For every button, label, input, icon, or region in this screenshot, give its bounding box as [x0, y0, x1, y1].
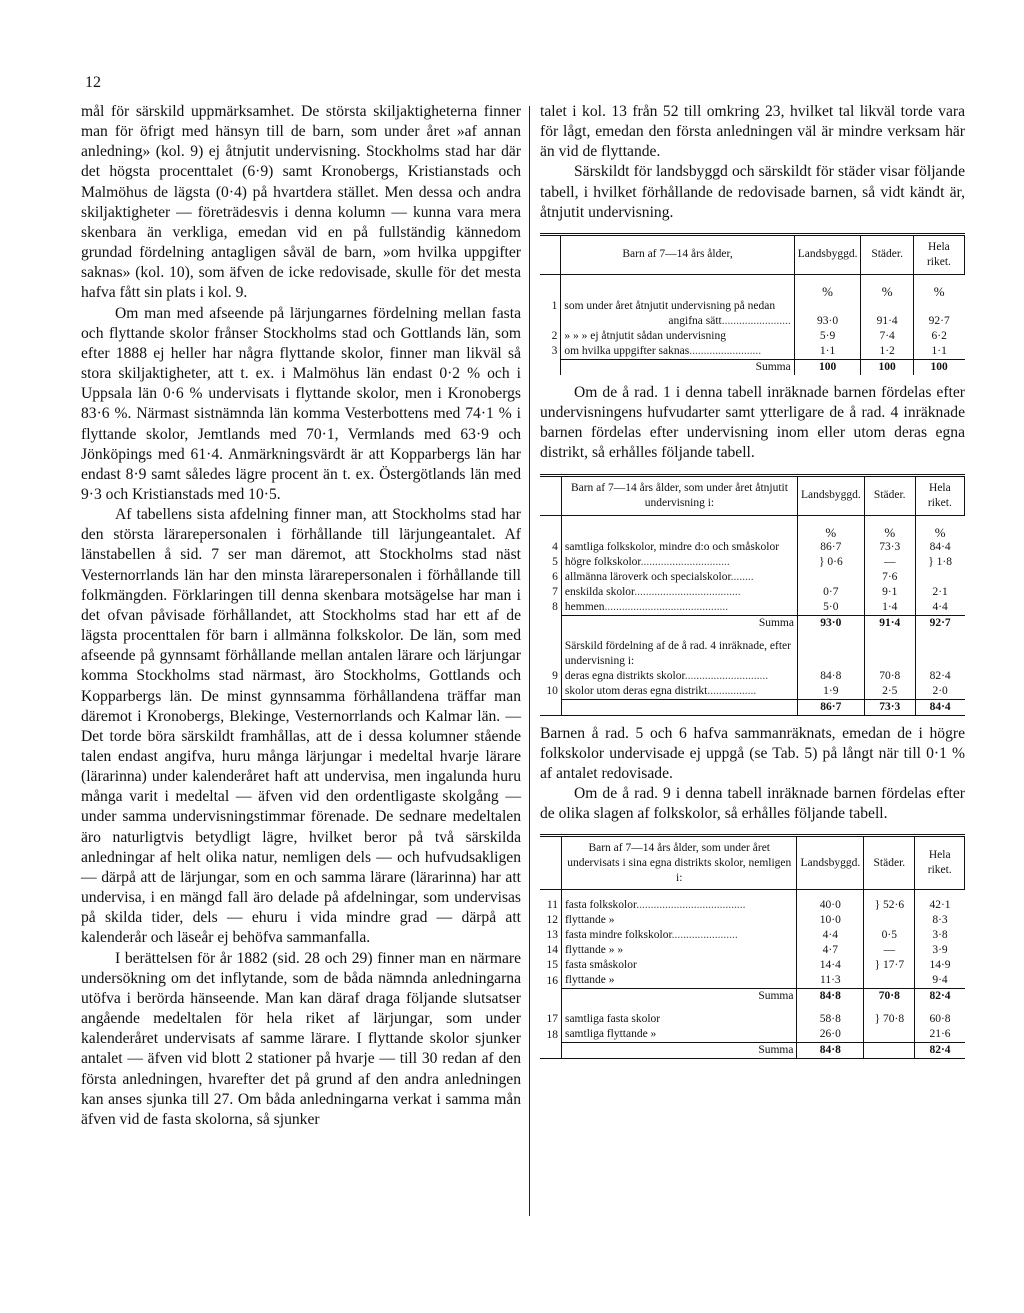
row-number: 6 [540, 570, 561, 585]
row-number: 13 [540, 928, 561, 943]
percent-sign: % [861, 274, 913, 299]
sum-value: 82·4 [915, 989, 965, 1005]
table-header-label: Barn af 7—14 års ålder, som under året undervisats i sina egna distrikts skolor, nemligen i: [561, 836, 797, 890]
cell-value: 4·4 [797, 928, 864, 943]
row-label: om hvilka uppgifter saknas [564, 344, 690, 357]
table-row [540, 1012, 965, 1027]
cell-value: 2·0 [932, 684, 948, 697]
cell-value: 60·8 [929, 1013, 951, 1026]
row-label: fasta folkskolor [564, 899, 637, 912]
paragraph: talet i kol. 13 från 52 till omkring 23, hvilket tal likväl torde vara för lågt, emedan den första anledningen väl är mindre verksam här än vid de flyttande. [540, 103, 965, 161]
table-row: 3 om hvilka uppgifter saknas......................... 1·1 1·2 1·1 [540, 344, 965, 360]
cell-value: 84·8 [797, 669, 864, 684]
paragraph: Särskildt för landsbyggd och särskildt för städer visar följande tabell, i hvilket förhållande de redovisade barnen, så vidt kändt är, åtnjutit undervisning. [540, 163, 965, 221]
sum-value [864, 1043, 915, 1059]
table-row: 5 högre folkskolor............................... } 0·6 — } 1·8 [540, 555, 965, 570]
cell-value: 5·9 [794, 329, 861, 344]
row-number: 15 [540, 958, 561, 973]
cell-value: 14·4 [797, 958, 864, 973]
row-number: 16 [540, 973, 561, 989]
table-row: 8 hemmen........................................... 5·0 1·4 4·4 [540, 600, 965, 616]
row-number: 1 [540, 299, 561, 314]
right-column [540, 102, 965, 1067]
sum-value: 92·7 [915, 615, 964, 631]
cell-value: 1·4 [864, 600, 915, 616]
paragraph: Om de å rad. 1 i denna tabell inräknade barnen fördelas efter undervisningens hufvudarter samt ytterligare de å rad. 4 inräknade barnen fördelas efter undervisning inom eller utom deras egna distrikt, så erhålles följande tabell. [540, 383, 965, 462]
sum-value: 91·4 [864, 615, 915, 631]
sum-value: 100 [913, 359, 964, 375]
cell-value: 1·1 [794, 344, 861, 360]
cell-value: } 17·7 [864, 958, 915, 973]
cell-value: 21·6 [929, 1028, 951, 1041]
row-label: fasta mindre folkskolor [564, 929, 672, 942]
row-label: flyttande » [561, 913, 797, 928]
table-row: 6 allmänna läroverk och specialskolor........ 7·6 [540, 570, 965, 585]
column-divider [529, 106, 530, 1216]
cell-value: 14·9 [929, 959, 951, 972]
row-label: samtliga folkskolor, mindre d:o och småskolor [561, 540, 797, 555]
cell-value: 4·7 [797, 943, 864, 958]
cell-value: 1·2 [861, 344, 913, 360]
sum-label: Summa [561, 615, 797, 631]
sum-value: 100 [794, 359, 861, 375]
row-label: samtliga flyttande » [561, 1027, 797, 1043]
row-number: 8 [540, 600, 561, 616]
table-header-col: Städer. [864, 475, 915, 515]
cell-value: 70·8 [864, 669, 915, 684]
sum-value: 100 [861, 359, 913, 375]
table-row [540, 540, 965, 555]
cell-value: 6·2 [931, 329, 947, 342]
table-sum-row [540, 359, 965, 375]
table-header-col: Städer. [861, 234, 913, 274]
row-label: deras egna distrikts skolor [564, 669, 685, 682]
sum-label [561, 699, 797, 715]
page-number: 12 [85, 74, 101, 91]
sum-value: 70·8 [864, 989, 915, 1005]
cell-value: } 70·8 [864, 1012, 915, 1027]
sum-value: 73·3 [864, 699, 915, 715]
table-sum-row [540, 699, 965, 715]
paragraph: Af tabellens sista afdelning finner man, att Stockholms stad har den största lärarepersonalen i förhållande till lärjungeantalet. Af länstabellen å sid. 7 ser man däremot, att Stockholms stad näst Vesternorrlands län har den minsta lärarepersonalen i förhållande till folkmängden. Förklaringen till denna skenbara motsägelse har man i det ofvan påvisade förhållandet, att Stockholms stad har ett af de lägsta procenttalen för barn i allmänna folkskolor. De län, som med afseende på gynnsamt förhållande mellan antalen lärare och lärjungar komma Stockholms stad närmast, äro Stockholms, Gottlands och Kopparbergs län. De minst gynnsamma förhållandena träffar man däremot i Kronobergs, Blekinge, Vesternorrlands och Kalmar län. — Det torde böra särskildt framhållas, att de i dessa kolumner stående talen endast angifva, huru många lärjungar i medeltal hvarje lärare (lärarinna) under kalenderåret haft att undervisa, men ingalunda huru många varit i medeltal — äfven vid den ordentligaste skolgång — under samma undervisningstimmar förenade. De sednare medeltalen äro naturligtvis betydligt lägre, hvilket beror på två särskilda anledningar af helt olika natur, nemligen dels — och hufvudsakligen — därpå att de lärjungar, som en och samma lärare (lärarinna) har att undervisa, i en mängd fall äro delade på afdelningar, som undervisas på skilda tider, dels — ehuru i vida mindre grad — därpå att kalenderår och läseår ej behöfva sammanfalla. [81, 506, 521, 947]
cell-value: 26·0 [797, 1027, 864, 1043]
cell-value: 8·3 [932, 914, 948, 927]
cell-value: 91·4 [861, 314, 913, 329]
percent-sign: % [794, 274, 861, 299]
cell-value [864, 913, 915, 928]
cell-value: 9·1 [864, 585, 915, 600]
row-number: 14 [540, 943, 561, 958]
row-number: 9 [540, 669, 561, 684]
cell-value: 0·7 [797, 585, 864, 600]
sum-value: 86·7 [797, 699, 864, 715]
table-header-col: Hela riket. [915, 475, 964, 515]
table-instruction-status [540, 233, 965, 375]
table-header-col: Hela riket. [913, 234, 964, 274]
cell-value: — [864, 555, 915, 570]
cell-value: 58·8 [797, 1012, 864, 1027]
sum-value: 82·4 [915, 1043, 965, 1059]
cell-value: 0·5 [864, 928, 915, 943]
percent-sign: % [934, 524, 946, 540]
table-header-col: Hela riket. [915, 836, 965, 890]
cell-value: } 0·6 [797, 555, 864, 570]
cell-value: 2·5 [864, 684, 915, 700]
row-label: » » » ej åtnjutit sådan undervisning [561, 329, 794, 344]
table-row [540, 913, 965, 928]
table-row [540, 958, 965, 973]
sum-label: Summa [561, 989, 797, 1005]
table-sum-row [540, 1043, 965, 1059]
cell-value: 11·3 [797, 973, 864, 989]
row-label: högre folkskolor [564, 555, 641, 568]
row-label: flyttande » [561, 973, 797, 989]
cell-value: 1·9 [797, 684, 864, 700]
cell-value: 84·4 [929, 540, 951, 553]
percent-sign: % [864, 515, 915, 540]
cell-value: 9·4 [932, 974, 948, 987]
table-sum-row [540, 989, 965, 1005]
table-sum-row [540, 615, 965, 631]
row-label: flyttande » » [561, 943, 797, 958]
row-label: som under året åtnjutit undervisning på nedan [561, 299, 794, 314]
cell-value [797, 570, 864, 585]
cell-value: 7·6 [864, 570, 915, 585]
cell-value: 3·8 [932, 929, 948, 942]
row-number: 12 [540, 913, 561, 928]
row-label: enskilda skolor [564, 585, 635, 598]
sum-value: 84·8 [797, 1043, 864, 1059]
row-label: hemmen [564, 600, 605, 613]
table-row [540, 943, 965, 958]
table-row: 9 deras egna distrikts skolor............................. 84·8 70·8 82·4 [540, 669, 965, 684]
row-label: skolor utom deras egna distrikt [564, 684, 708, 697]
table-header-col: Landsbyggd. [797, 836, 864, 890]
sum-value: 84·4 [915, 699, 964, 715]
row-number: 4 [540, 540, 561, 555]
table-row: 13 fasta mindre folkskolor....................... 4·4 0·5 3·8 [540, 928, 965, 943]
row-number: 3 [540, 344, 561, 360]
table-row: 11 fasta folkskolor...................................... 40·0 } 52·6 42·1 [540, 898, 965, 913]
left-column [81, 102, 521, 1130]
cell-value [864, 1027, 915, 1043]
cell-value: 73·3 [864, 540, 915, 555]
table-header-label: Barn af 7—14 års ålder, som under året åtnjutit undervisning i: [561, 475, 797, 515]
cell-value: } 52·6 [864, 898, 915, 913]
table-header-label: Barn af 7—14 års ålder, [561, 234, 794, 274]
table-row: angifna sätt........................ 93·0 91·4 92·7 [540, 314, 965, 329]
row-number: 17 [540, 1012, 561, 1027]
row-number: 2 [540, 329, 561, 344]
paragraph: I berättelsen för år 1882 (sid. 28 och 29) finner man en närmare undersökning om det inflytande, som de båda nämnda anledningarna utöfva i berörda hänseende. Man kan däraf draga följande slutsatser angående medeltalen för hela riket af lärjungar, som under kalenderåret undervisats af samme lärare. I flyttande skolor sjunker antalet — äfven vid blott 2 stationer på hvarje — till 30 redan af den första anledningen, hvarefter det på grund af den andra anledningen kan anses sjunka till 27. Om båda anledningarna verkat i samma mån äfven vid de fasta skolorna, så sjunker [81, 949, 521, 1128]
cell-value: 93·0 [794, 314, 861, 329]
cell-value: — [864, 943, 915, 958]
cell-value: 7·4 [861, 329, 913, 344]
cell-value: 42·1 [929, 899, 951, 912]
table-school-types [540, 834, 965, 1059]
cell-value: 10·0 [797, 913, 864, 928]
cell-value: 82·4 [929, 669, 951, 682]
table-row [540, 973, 965, 989]
cell-value [915, 570, 964, 585]
row-number: 18 [540, 1027, 561, 1043]
row-label: angifna sätt [668, 314, 722, 327]
percent-sign: % [797, 515, 864, 540]
paragraph: mål för särskild uppmärksamhet. De största skiljaktigheterna finner man för öfrigt med hänsyn till de barn, som under året »af annan anledning» (kol. 9) ej åtnjutit undervisning. Stockholms stad har där det högsta procenttalet (6·9) samt Kronobergs, Kristianstads och Malmöhus de lägsta (0·4) på hvartdera stället. Men dessa och andra skiljaktigheter — företrädesvis i denna kolumn — kunna vara mera skenbara än verkliga, emedan vid en på fullständig kännedom grundad fördelning antagligen såväl de barn, »om hvilka uppgifter saknas» (kol. 10), som äfven de icke redovisade, skulle för det mesta hafva fått sin plats i kol. 9. [81, 103, 521, 302]
table-row [540, 299, 965, 314]
cell-value: 5·0 [797, 600, 864, 616]
sum-label: Summa [561, 1043, 797, 1059]
cell-value: 40·0 [797, 898, 864, 913]
row-label: samtliga fasta skolor [561, 1012, 797, 1027]
cell-value: 92·7 [928, 314, 950, 327]
table-header-col: Landsbyggd. [797, 475, 864, 515]
paragraph: Barnen å rad. 5 och 6 hafva sammanräknats, emedan de i högre folkskolor undervisade ej uppgå (se Tab. 5) på långt när till 0·1 % af antalet redovisade. [540, 724, 965, 782]
cell-value: 4·4 [932, 600, 948, 613]
table-row [540, 1027, 965, 1043]
percent-sign: % [933, 283, 945, 299]
paragraph: Om de å rad. 9 i denna tabell inräknade barnen fördelas efter de olika slagen af folkskolor, så erhålles följande tabell. [540, 785, 965, 823]
cell-value: } 1·8 [928, 555, 952, 568]
cell-value: 86·7 [797, 540, 864, 555]
table-instruction-types [540, 474, 965, 716]
table-row [540, 329, 965, 344]
cell-value [864, 973, 915, 989]
table-row: 7 enskilda skolor..................................... 0·7 9·1 2·1 [540, 585, 965, 600]
row-number: 11 [540, 898, 561, 913]
cell-value: 2·1 [932, 585, 948, 598]
row-number: 10 [540, 684, 561, 700]
paragraph: Om man med afseende på lärjungarnes fördelning mellan fasta och flyttande skolor frånser Stockholms stad och Gottlands län, som efter 1888 ej heller har några flyttande skolor, finner man likväl så stora skiljaktigheter, att t. ex. i Malmöhus län endast 0·2 % och i Uppsala län 0·6 % undervisats i flyttande skolor, men i Kronobergs 83·6 %. Närmast sistnämnda län komma Vesterbottens med 74·1 % i flyttande skolor, Jemtlands med 70·1, Vermlands med 63·9 och Jönköpings med 61·4. Anmärkningsvärdt är att Kopparbergs län har endast 8·9 samt således lägre procent än t. ex. Östergötlands län med 9·3 och Kristianstads med 10·5. [81, 304, 521, 503]
table-subheader [540, 639, 965, 669]
cell-value: 1·1 [931, 344, 947, 357]
row-label: allmänna läroverk och specialskolor [564, 570, 731, 583]
sub-header: Särskild fördelning af de å rad. 4 inräknade, efter undervisning i: [561, 639, 797, 669]
table-header-col: Landsbyggd. [794, 234, 861, 274]
table-header-col: Städer. [864, 836, 915, 890]
row-number: 5 [540, 555, 561, 570]
row-number: 7 [540, 585, 561, 600]
sum-value: 93·0 [797, 615, 864, 631]
sum-value: 84·8 [797, 989, 864, 1005]
row-label: fasta småskolor [561, 958, 797, 973]
table-row: 10 skolor utom deras egna distrikt................. 1·9 2·5 2·0 [540, 684, 965, 700]
cell-value: 3·9 [932, 944, 948, 957]
sum-label: Summa [561, 359, 794, 375]
